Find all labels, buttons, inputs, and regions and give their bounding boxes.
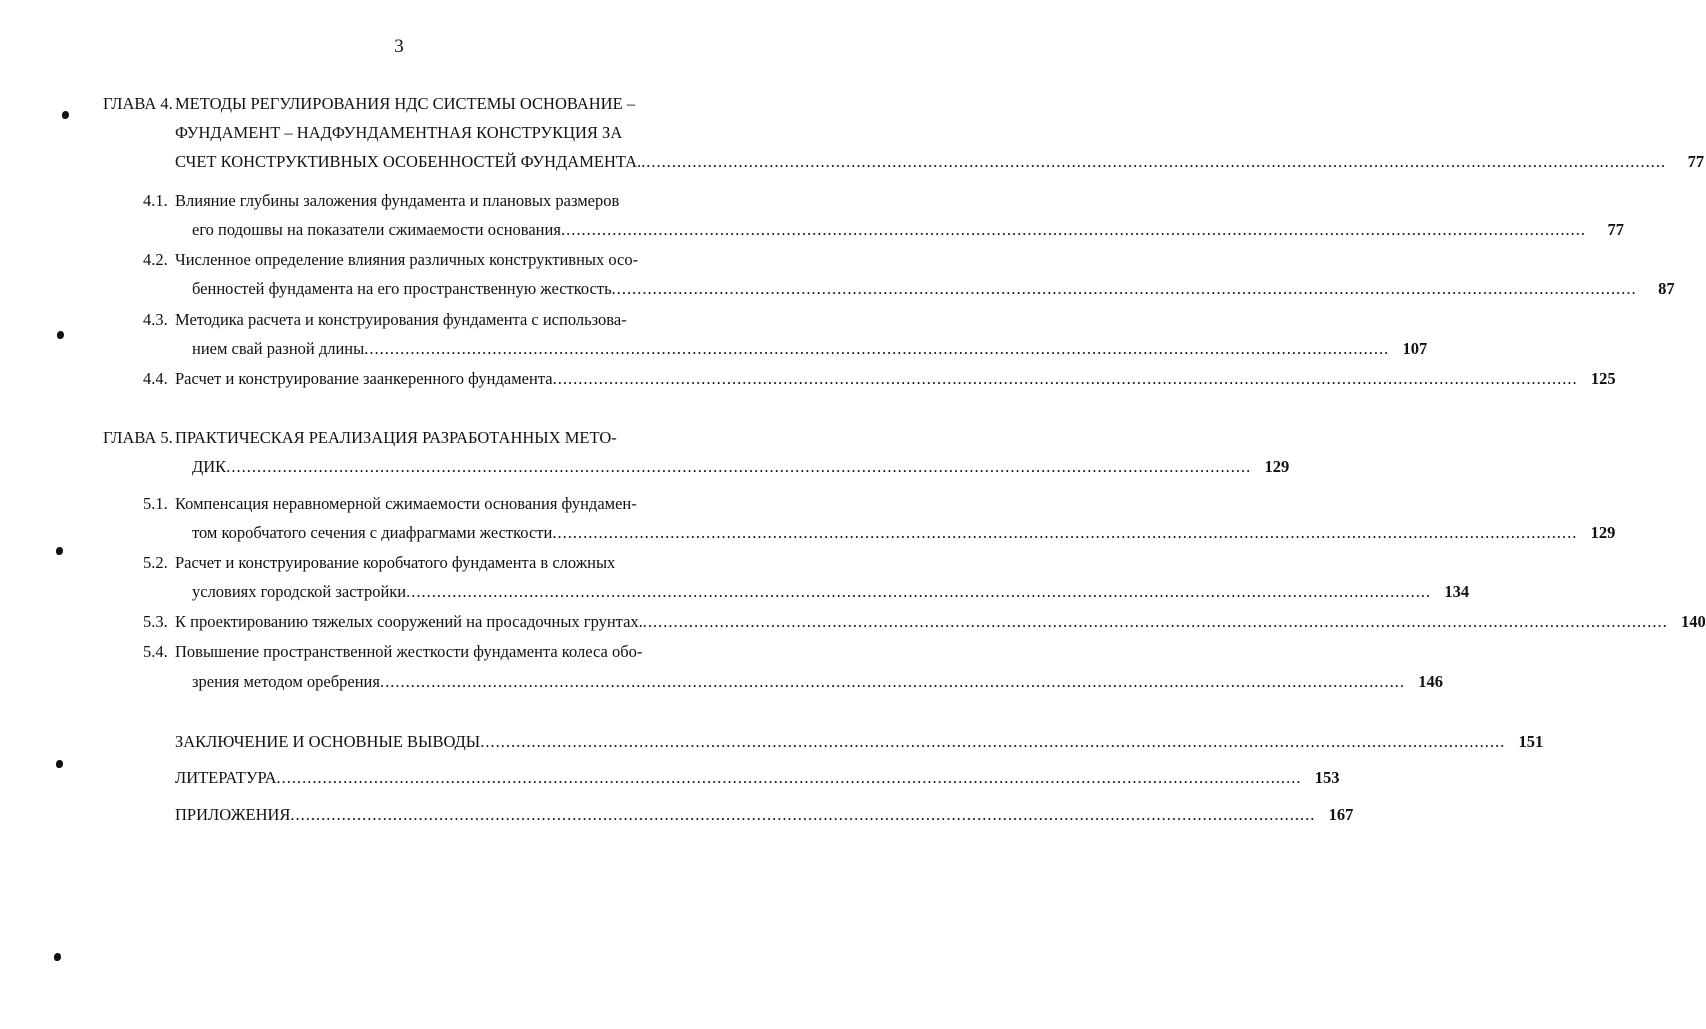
leader-dots: ........................................................................................................................................................................................................ <box>226 457 1252 476</box>
section-title-line: нием свай разной длины <box>192 339 365 358</box>
chapter-label: ГЛАВА 5. <box>103 428 173 447</box>
toc-entry[interactable] <box>192 522 1616 544</box>
section-number: 5.3. <box>143 612 168 631</box>
section-title-line: Повышение пространственной жесткости фундамента колеса обо- <box>175 642 643 661</box>
section-number: 5.2. <box>143 553 168 572</box>
leader-dots: ........................................................................................................................................................................................................ <box>641 152 1667 171</box>
page-ref: 134 <box>1444 582 1470 601</box>
margin-mark <box>54 953 61 961</box>
section-title-line: Компенсация неравномерной сжимаемости основания фундамен- <box>175 494 637 513</box>
chapter-label: ГЛАВА 4. <box>103 94 173 113</box>
margin-mark <box>56 760 63 768</box>
page-ref: 129 <box>1590 523 1616 542</box>
leader-dots: ........................................................................................................................................................................................................ <box>560 220 1586 239</box>
leader-dots: ........................................................................................................................................................................................................ <box>611 279 1637 298</box>
section-title-line: зрения методом оребрения <box>192 672 380 691</box>
section-title-line: Методика расчета и конструирования фундамента с использова- <box>175 310 627 329</box>
toc-entry[interactable] <box>192 219 1624 241</box>
chapter-title-line: ФУНДАМЕНТ – НАДФУНДАМЕНТНАЯ КОНСТРУКЦИЯ ЗА <box>175 123 623 142</box>
chapter-title-line: ПРАКТИЧЕСКАЯ РЕАЛИЗАЦИЯ РАЗРАБОТАННЫХ МЕТО- <box>175 428 617 447</box>
page-ref: 167 <box>1328 805 1354 824</box>
margin-mark <box>57 331 64 339</box>
back-matter-title: ЛИТЕРАТУРА <box>175 768 277 787</box>
section-title-line: Влияние глубины заложения фундамента и плановых размеров <box>175 191 620 210</box>
toc-entry[interactable] <box>175 611 1706 633</box>
page-ref: 140 <box>1681 612 1706 631</box>
leader-dots: ........................................................................................................................................................................................................ <box>379 672 1405 691</box>
section-number: 4.4. <box>143 369 168 388</box>
section-title-line: бенностей фундамента на его пространственную жесткость <box>192 279 612 298</box>
section-number: 5.1. <box>143 494 168 513</box>
section-number: 4.3. <box>143 310 168 329</box>
page-ref: 77 <box>1687 152 1705 171</box>
leader-dots: ........................................................................................................................................................................................................ <box>552 369 1578 388</box>
page-number: 3 <box>394 36 404 57</box>
section-title-line: Расчет и конструирование коробчатого фундамента в сложных <box>175 553 616 572</box>
back-matter-title: ПРИЛОЖЕНИЯ <box>175 805 291 824</box>
toc-entry[interactable] <box>175 151 1705 173</box>
page-ref: 107 <box>1402 339 1428 358</box>
section-title-line: том коробчатого сечения с диафрагмами жесткости <box>192 523 553 542</box>
toc-entry[interactable] <box>192 671 1443 693</box>
page-ref: 146 <box>1418 672 1443 691</box>
section-title-line: Расчет и конструирование заанкеренного фундамента <box>175 369 553 388</box>
section-number: 4.1. <box>143 191 168 210</box>
leader-dots: ........................................................................................................................................................................................................ <box>406 582 1432 601</box>
leader-dots: ........................................................................................................................................................................................................ <box>364 339 1390 358</box>
section-title-line: условиях городской застройки <box>192 582 407 601</box>
leader-dots: ........................................................................................................................................................................................................ <box>290 805 1316 824</box>
leader-dots: ........................................................................................................................................................................................................ <box>276 768 1302 787</box>
toc-entry-conclusion[interactable] <box>175 731 1544 753</box>
page-ref: 77 <box>1607 220 1624 239</box>
section-number: 5.4. <box>143 642 168 661</box>
toc-entry[interactable] <box>175 368 1616 390</box>
page-ref: 129 <box>1264 457 1290 476</box>
chapter-title-line: ДИК <box>192 457 227 476</box>
margin-mark <box>56 547 63 555</box>
chapter-title-line: МЕТОДЫ РЕГУЛИРОВАНИЯ НДС СИСТЕМЫ ОСНОВАНИЕ – <box>175 94 636 113</box>
chapter-title-line: СЧЕТ КОНСТРУКТИВНЫХ ОСОБЕННОСТЕЙ ФУНДАМЕНТА. <box>175 152 642 171</box>
leader-dots: ........................................................................................................................................................................................................ <box>552 523 1578 542</box>
page-ref: 153 <box>1314 768 1340 787</box>
section-title-line: Численное определение влияния различных конструктивных осо- <box>175 250 639 269</box>
toc-entry[interactable] <box>192 338 1428 360</box>
toc-entry-literature[interactable] <box>175 767 1340 789</box>
section-title-line: его подошвы на показатели сжимаемости основания <box>192 220 561 239</box>
section-title-line: К проектированию тяжелых сооружений на просадочных грунтах. <box>175 612 643 631</box>
back-matter-title: ЗАКЛЮЧЕНИЕ И ОСНОВНЫЕ ВЫВОДЫ <box>175 732 481 751</box>
toc-entry-appendices[interactable] <box>175 804 1354 826</box>
page-ref: 125 <box>1590 369 1616 388</box>
toc-entry[interactable] <box>192 581 1470 603</box>
section-number: 4.2. <box>143 250 168 269</box>
page-ref: 87 <box>1658 279 1675 298</box>
margin-mark <box>62 111 69 119</box>
toc-entry[interactable] <box>192 278 1675 300</box>
leader-dots: ........................................................................................................................................................................................................ <box>642 612 1668 631</box>
toc-entry[interactable] <box>192 456 1290 478</box>
page-ref: 151 <box>1518 732 1544 751</box>
leader-dots: ........................................................................................................................................................................................................ <box>480 732 1506 751</box>
